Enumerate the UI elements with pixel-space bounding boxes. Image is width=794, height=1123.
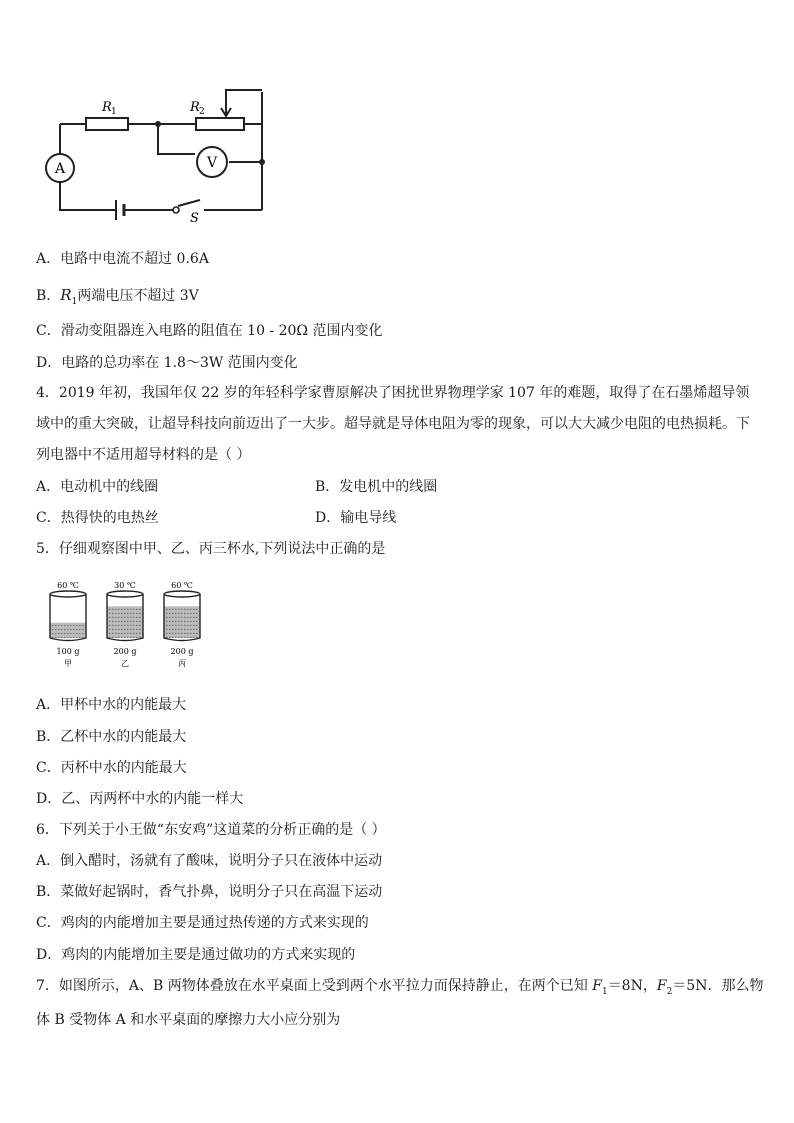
q3-option-b-letter: B． [36, 288, 61, 304]
q4-option-b: B．发电机中的线圈 [315, 479, 438, 495]
q3-option-d: D．电路的总功率在 1.8～3W 范围内变化 [36, 355, 298, 371]
cup-0 [50, 581, 86, 668]
cup-rim [107, 591, 143, 597]
q5-stem: 5．仔细观察图中甲、乙、丙三杯水,下列说法中正确的是 [36, 541, 386, 557]
q7-f2-value: ＝5N．那么物 [672, 978, 764, 994]
cup-temp-label: 30 ℃ [114, 581, 136, 590]
cup-rim [50, 591, 86, 597]
voltmeter-label: V [206, 155, 218, 171]
q7-stem-line1 [36, 976, 763, 1002]
q3-option-b-text: 两端电压不超过 3V [77, 288, 199, 304]
q7-f1-sub: 1 [601, 986, 608, 997]
q4-option-d: D．输电导线 [315, 510, 397, 526]
cup-2 [164, 581, 200, 668]
q4-option-a: A．电动机中的线圈 [36, 479, 159, 495]
cup-rim [164, 591, 200, 597]
cup-name-label: 甲 [64, 659, 72, 668]
q3-option-c: C．滑动变阻器连入电路的阻值在 10 - 20Ω 范围内变化 [36, 323, 383, 339]
r2-sub: 2 [199, 107, 205, 117]
q5-option-c: C．丙杯中水的内能最大 [36, 760, 187, 776]
q6-option-c: C．鸡肉的内能增加主要是通过热传递的方式来实现的 [36, 915, 369, 931]
r2-label: R [190, 100, 200, 115]
q6-option-d: D．鸡肉的内能增加主要是通过做功的方式来实现的 [36, 947, 356, 963]
circuit-diagram [40, 88, 280, 226]
q3-option-b-sub: 1 [71, 296, 78, 307]
q5-option-d: D．乙、丙两杯中水的内能一样大 [36, 791, 244, 807]
q5-option-a: A．甲杯中水的内能最大 [36, 697, 187, 713]
q7-f2-sub: 2 [666, 986, 673, 997]
q7-f2: F [656, 978, 667, 994]
cup-mass-label: 200 g [113, 647, 137, 656]
cups-figure [40, 578, 220, 670]
q3-option-a: A．电路中电流不超过 0.6A [36, 251, 209, 267]
q3-option-b [36, 285, 199, 312]
switch-label: S [190, 211, 199, 226]
cup-name-label: 乙 [121, 659, 129, 668]
q7-stem-text: 7．如图所示，A、B 两物体叠放在水平桌面上受到两个水平拉力而保持静止，在两个已知 [36, 978, 593, 994]
cup-name-label: 丙 [178, 659, 186, 668]
cup-1 [107, 581, 143, 668]
q7-f1: F [592, 978, 602, 994]
q4-stem: 4．2019 年初，我国年仅 22 岁的年轻科学家曹原解决了困扰世界物理学家 107 年的难题，取得了在石墨烯超导领域中的重大突破，让超导科技向前迈出了一大步。超导就是导体电阻为零的现象，可以大大减少电阻的电热损耗。下列电器中不适用超导材料的是（ ） [36, 385, 750, 463]
cup-mass-label: 100 g [56, 647, 80, 656]
q7-stem-line2: 体 B 受物体 A 和水平桌面的摩擦力大小应分别为 [36, 1012, 341, 1028]
q5-option-b: B．乙杯中水的内能最大 [36, 729, 187, 745]
r1-label: R [102, 100, 112, 115]
cup-water [50, 623, 86, 638]
q4-option-c: C．热得快的电热丝 [36, 510, 159, 526]
ammeter-label: A [54, 161, 66, 177]
cup-temp-label: 60 ℃ [57, 581, 79, 590]
q6-option-a: A．倒入醋时，汤就有了酸味，说明分子只在液体中运动 [36, 853, 383, 869]
r1-sub: 1 [111, 107, 117, 117]
q3-option-b-symbol: R [60, 286, 72, 304]
q6-option-b: B．菜做好起锅时，香气扑鼻，说明分子只在高温下运动 [36, 884, 383, 900]
cup-mass-label: 200 g [170, 647, 194, 656]
q6-stem: 6．下列关于小王做“东安鸡”这道菜的分析正确的是（ ） [36, 822, 386, 838]
cup-temp-label: 60 ℃ [171, 581, 193, 590]
q7-f1-value: ＝8N， [607, 978, 657, 994]
